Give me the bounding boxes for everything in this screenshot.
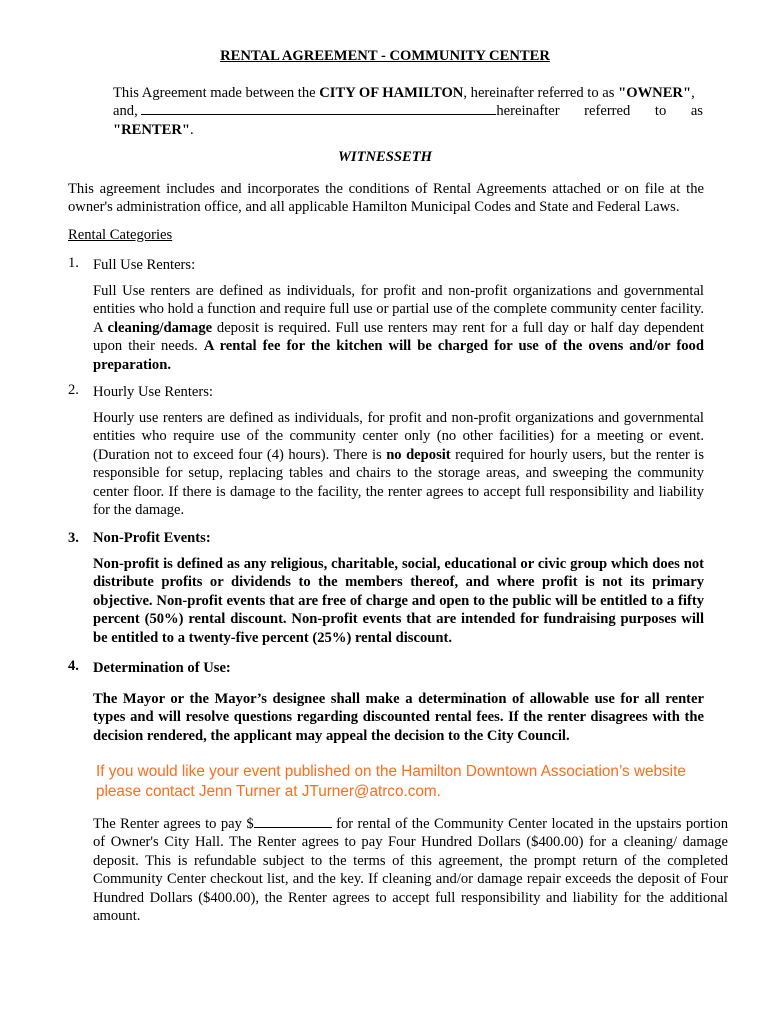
intro-paragraph: [113, 84, 703, 139]
notice-line-2: please contact Jenn Turner at JTurner@atrco.com.: [96, 783, 441, 800]
body-bold-text: no deposit: [386, 446, 451, 463]
body-text: required for hourly users, but the renter is responsible for setup, replacing tables and chairs to the storage areas, and sweeping the community center floor. If there is damage to the facility, the renter agrees to accept full responsibility and liability for the damage.: [93, 446, 704, 519]
owner-name: CITY OF HAMILTON: [319, 85, 464, 101]
intro-text: and,: [113, 103, 142, 120]
section-heading-hourly-use: Hourly Use Renters:: [93, 384, 213, 400]
section-number: 1.: [68, 255, 79, 271]
intro-text: This Agreement made between the: [113, 85, 320, 101]
body-bold-text: A rental fee for the kitchen will be charged for use of the ovens and/or food preparation.: [93, 338, 704, 373]
document-title: RENTAL AGREEMENT - COMMUNITY CENTER: [220, 48, 550, 64]
renter-name-blank[interactable]: [141, 102, 496, 115]
payment-paragraph: [93, 815, 728, 925]
general-paragraph: This agreement includes and incorporates the conditions of Rental Agreements attached or on file at the owner's administration office, and all applicable Hamilton Municipal Codes and State and Federal Laws.: [68, 181, 704, 216]
section-body-full-use: [93, 282, 704, 374]
witnesseth-heading: WITNESSETH: [337, 149, 433, 165]
renter-label: "RENTER": [113, 121, 191, 138]
intro-text: ,: [691, 85, 695, 101]
section-body-determination: The Mayor or the Mayor’s designee shall make a determination of allowable use for all renter types and will resolve questions regarding discounted rental fees. If the renter disagrees with the decision rendered, the applicant may appeal the decision to the City Council.: [93, 691, 704, 744]
intro-line-1: [113, 84, 703, 102]
notice-line-1: If you would like your event published on the Hamilton Downtown Association’s website: [96, 763, 686, 780]
intro-line-3: [113, 121, 703, 139]
body-bold-text: cleaning/damage: [107, 319, 213, 336]
section-heading-full-use: Full Use Renters:: [93, 257, 196, 273]
owner-label: "OWNER": [618, 85, 692, 101]
body-text: Full Use renters are defined as individuals, for profit and non-profit organizations and governmental entities who hold a function and require full use or partial use of the complete community center facility. A: [93, 283, 704, 336]
intro-line-2: [113, 102, 703, 120]
intro-text: hereinafter referred to as: [496, 103, 703, 120]
section-number: 4.: [68, 658, 79, 674]
payment-text: for rental of the Community Center located in the upstairs portion of Owner's City Hall. The Renter agrees to pay Four Hundred Dollars ($400.00) for a cleaning/ damage deposit. This is refundable subject to the terms of this agreement, the prompt return of the completed Community Center checkout list, and the key. If cleaning and/or damage repair exceeds the deposit of Four Hundred Dollars ($400.00), the Renter agrees to accept full responsibility and liability for the additional amount.: [93, 816, 728, 925]
payment-text: The Renter agrees to pay $: [93, 816, 254, 832]
rental-categories-heading: Rental Categories: [68, 227, 173, 243]
section-body-hourly-use: [93, 409, 704, 519]
section-heading-non-profit: Non-Profit Events:: [93, 530, 211, 546]
intro-text: , hereinafter referred to as: [463, 85, 619, 101]
body-text: deposit is required. Full use renters may rent for a full day or half day dependent upon their needs.: [93, 319, 704, 355]
section-body-non-profit: Non-profit is defined as any religious, charitable, social, educational or civic group which does not distribute profits or dividends to the members thereof, and where profit is not its primary objective. Non-profit events that are free of charge and open to the public will be entitled to a fifty percent (50%) rental discount. Non-profit events that are intended for fundraising purposes will be entitled to a twenty-five percent (25%) rental discount.: [93, 556, 704, 646]
section-number: 3.: [68, 530, 79, 546]
section-heading-determination: Determination of Use:: [93, 660, 231, 676]
intro-text: .: [190, 121, 194, 138]
body-text: Hourly use renters are defined as individuals, for profit and non-profit organizations and governmental entities who require use of the community center only (no other facilities) for a meeting or event. (Duration not to exceed four (4) hours). There is: [93, 410, 704, 463]
rental-amount-blank[interactable]: [254, 815, 332, 828]
section-number: 2.: [68, 382, 79, 398]
website-notice: [96, 762, 716, 802]
